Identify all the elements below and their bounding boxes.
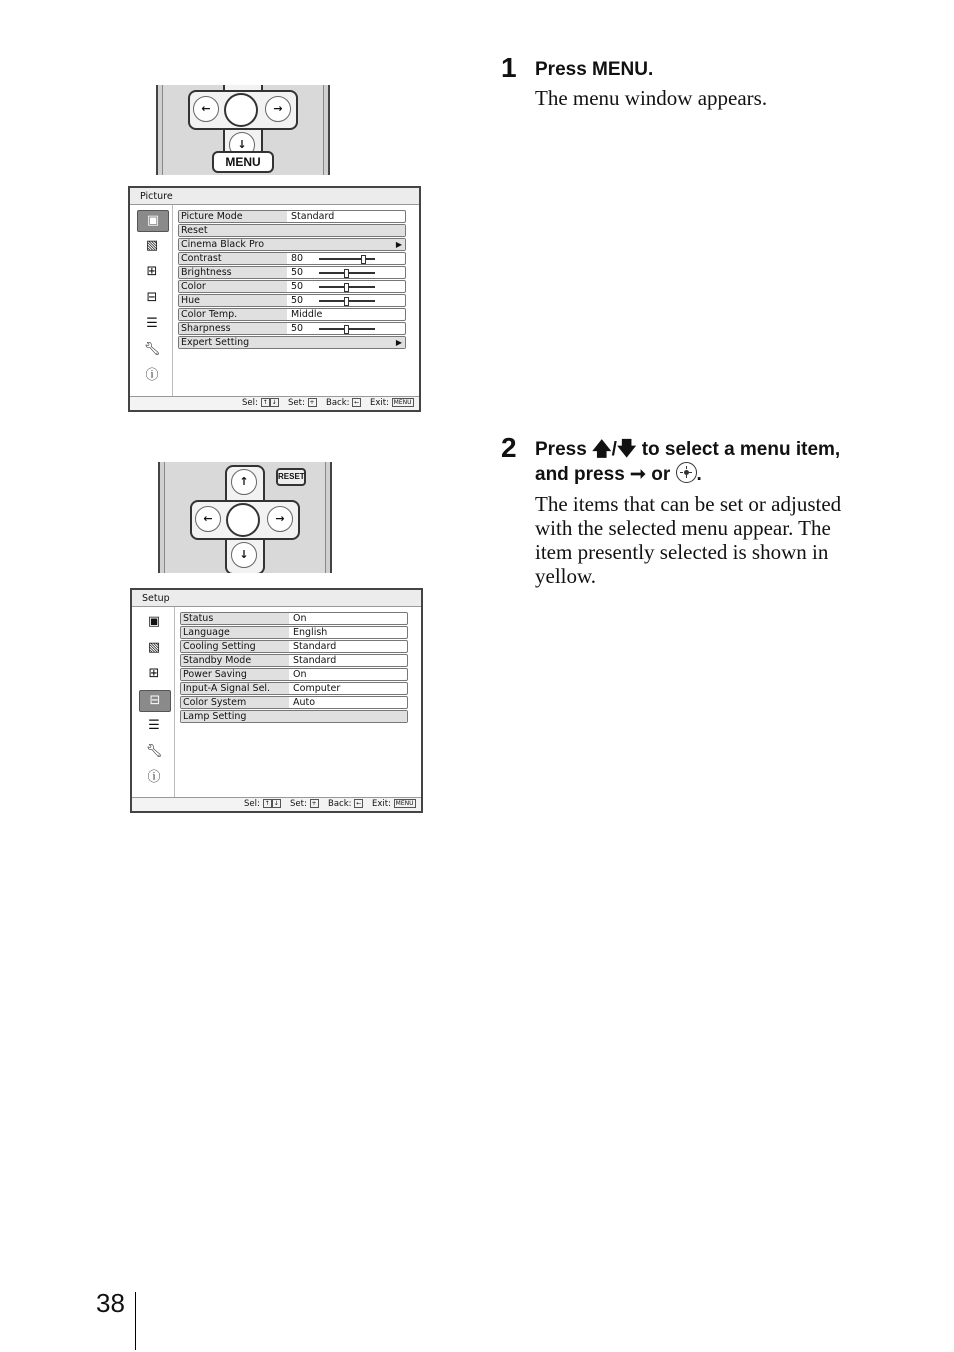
info-icon: ⓘ (145, 368, 159, 383)
osd-sidebar (132, 607, 175, 797)
step-2-title-period: . (696, 464, 702, 485)
osd-row-label: Sharpness (179, 323, 287, 334)
picture-icon: ▣ (137, 210, 169, 232)
osd-row-label: Color Temp. (179, 309, 287, 320)
osd-menu-row[interactable] (180, 696, 408, 709)
down-arrow-icon: ↓ (231, 542, 257, 568)
osd-row-slider[interactable] (319, 272, 375, 274)
osd-row-slider[interactable] (319, 258, 375, 260)
osd-menu-row[interactable] (178, 210, 406, 223)
page-number: 38 (96, 1288, 125, 1318)
left-arrow-icon: ← (193, 96, 219, 122)
osd-footer (130, 396, 419, 410)
enter-button-icon (224, 93, 258, 127)
osd-row-label: Cinema Black Pro (179, 239, 405, 250)
setup-toolbox-icon: ⊟ (139, 690, 171, 712)
osd-footer (132, 797, 421, 811)
menu-key-icon: MENU (393, 399, 412, 406)
info-icon: ⓘ (147, 770, 161, 785)
down-arrow-icon: 🡇 (616, 439, 637, 460)
reset-button: RESET (276, 468, 306, 486)
osd-menu-row[interactable] (180, 626, 408, 639)
osd-menu-row[interactable] (178, 322, 406, 335)
osd-menu-row[interactable] (180, 640, 408, 653)
osd-title: Setup (132, 590, 421, 607)
slider-knob[interactable] (344, 283, 349, 292)
screen-icon: ⊞ (148, 666, 160, 681)
function-list-icon: ☰ (146, 316, 158, 331)
step-2-title (535, 438, 875, 487)
osd-row-value: 50 (291, 267, 304, 278)
step-2-body-line: The items that can be set or adjusted (535, 492, 842, 516)
step-2-title-slash: / (611, 439, 617, 460)
osd-menu-row[interactable] (180, 682, 408, 695)
osd-menu-row[interactable] (180, 612, 408, 625)
page-divider (135, 1292, 136, 1350)
osd-menu-row[interactable] (178, 294, 406, 307)
osd-row-value: 80 (291, 253, 304, 264)
osd-row-value: English (293, 627, 328, 638)
osd-row-label: Cooling Setting (181, 641, 289, 652)
osd-row-label: Color (179, 281, 287, 292)
footer-set-label: Set: (290, 799, 307, 809)
step-2-title-press: Press (535, 439, 593, 460)
osd-row-value: Middle (291, 309, 323, 320)
osd-row-value: 50 (291, 295, 304, 306)
osd-sidebar (130, 205, 173, 396)
right-arrow-icon: ➞ (630, 464, 646, 485)
menu-key-icon: MENU (395, 800, 414, 807)
step-2-body-line: item presently selected is shown in (535, 540, 829, 564)
osd-row-value: Standard (293, 655, 337, 666)
down-key-icon: ↓ (271, 399, 277, 406)
screen-icon: ⊞ (146, 264, 158, 279)
osd-setup-menu (130, 588, 423, 813)
osd-row-slider[interactable] (319, 286, 375, 288)
osd-menu-row[interactable] (180, 668, 408, 681)
footer-set-label: Set: (288, 398, 305, 408)
osd-row-label: Lamp Setting (181, 711, 407, 722)
osd-row-value: On (293, 613, 307, 624)
osd-menu-row[interactable] (178, 336, 406, 349)
osd-row-label: Contrast (179, 253, 287, 264)
step-1-number: 1 (501, 52, 517, 83)
slider-knob[interactable] (344, 325, 349, 334)
osd-row-label: Picture Mode (179, 211, 287, 222)
remote-illustration-menu (156, 85, 330, 175)
step-2-body (535, 492, 875, 588)
osd-menu-row[interactable] (178, 252, 406, 265)
slider-knob[interactable] (344, 269, 349, 278)
up-arrow-icon: ↑ (231, 469, 257, 495)
osd-row-value: Standard (293, 641, 337, 652)
enter-key-icon: + (309, 399, 315, 406)
slider-knob[interactable] (344, 297, 349, 306)
osd-row-slider[interactable] (319, 300, 375, 302)
remote-illustration-dpad (158, 462, 332, 573)
osd-menu-row[interactable] (178, 280, 406, 293)
osd-row-label: Input-A Signal Sel. (181, 683, 289, 694)
osd-menu-row[interactable] (178, 266, 406, 279)
osd-row-label: Status (181, 613, 289, 624)
enter-key-icon: + (311, 800, 317, 807)
step-2-title-and-press: and press (535, 464, 631, 485)
menu-button: MENU (212, 151, 274, 173)
step-2-title-or: or (645, 464, 676, 485)
osd-row-slider[interactable] (319, 328, 375, 330)
picture-setting-icon: ▧ (145, 238, 159, 253)
step-2-number: 2 (501, 432, 517, 463)
step-2-title-rest: to select a menu item, (636, 439, 841, 460)
down-key-icon: ↓ (273, 800, 279, 807)
osd-menu-row[interactable] (180, 654, 408, 667)
footer-sel-label: Sel: (242, 398, 258, 408)
step-2-body-line: with the selected menu appear. The (535, 516, 831, 540)
osd-menu-row[interactable] (178, 224, 406, 237)
osd-row-value: On (293, 669, 307, 680)
submenu-arrow-icon: ▶ (395, 240, 402, 249)
left-key-icon: ← (356, 800, 362, 807)
picture-icon: ▣ (147, 614, 161, 629)
osd-row-label: Language (181, 627, 289, 638)
up-key-icon: ↑ (262, 399, 268, 406)
step-1-body: The menu window appears. (535, 86, 768, 110)
footer-exit-label: Exit: (370, 398, 389, 408)
osd-row-value: 50 (291, 323, 304, 334)
osd-row-label: Hue (179, 295, 287, 306)
osd-row-value: Auto (293, 697, 316, 708)
up-arrow-icon: 🡅 (592, 439, 612, 460)
right-arrow-icon: → (267, 506, 293, 532)
right-arrow-icon: → (265, 96, 291, 122)
osd-row-label: Reset (179, 225, 405, 236)
wrench-icon: 🔧︎ (143, 342, 161, 357)
osd-picture-menu (128, 186, 421, 412)
setup-toolbox-icon: ⊟ (146, 290, 158, 305)
osd-menu-row[interactable] (180, 710, 408, 723)
footer-exit-label: Exit: (372, 799, 391, 809)
step-1-title: Press MENU. (535, 59, 654, 80)
down-arrow-icon: ↓ (229, 132, 255, 158)
footer-back-label: Back: (328, 799, 352, 809)
left-key-icon: ← (354, 399, 360, 406)
osd-menu-row[interactable] (178, 308, 406, 321)
step-2-body-line: yellow. (535, 564, 597, 588)
osd-menu-row[interactable] (178, 238, 406, 251)
osd-row-label: Standby Mode (181, 655, 289, 666)
slider-knob[interactable] (361, 255, 366, 264)
left-arrow-icon: ← (195, 506, 221, 532)
osd-row-label: Expert Setting (179, 337, 405, 348)
wrench-icon: 🔧︎ (145, 744, 163, 759)
picture-setting-icon: ▧ (147, 640, 161, 655)
up-key-icon: ↑ (264, 800, 270, 807)
enter-button-icon (226, 503, 260, 537)
osd-row-label: Brightness (179, 267, 287, 278)
osd-title: Picture (130, 188, 419, 205)
osd-row-value: Computer (293, 683, 341, 694)
osd-row-label: Color System (181, 697, 289, 708)
function-list-icon: ☰ (148, 718, 160, 733)
osd-row-value: Standard (291, 211, 335, 222)
enter-circle-icon (676, 462, 697, 483)
footer-sel-label: Sel: (244, 799, 260, 809)
osd-row-value: 50 (291, 281, 304, 292)
submenu-arrow-icon: ▶ (395, 338, 402, 347)
footer-back-label: Back: (326, 398, 350, 408)
osd-row-label: Power Saving (181, 669, 289, 680)
